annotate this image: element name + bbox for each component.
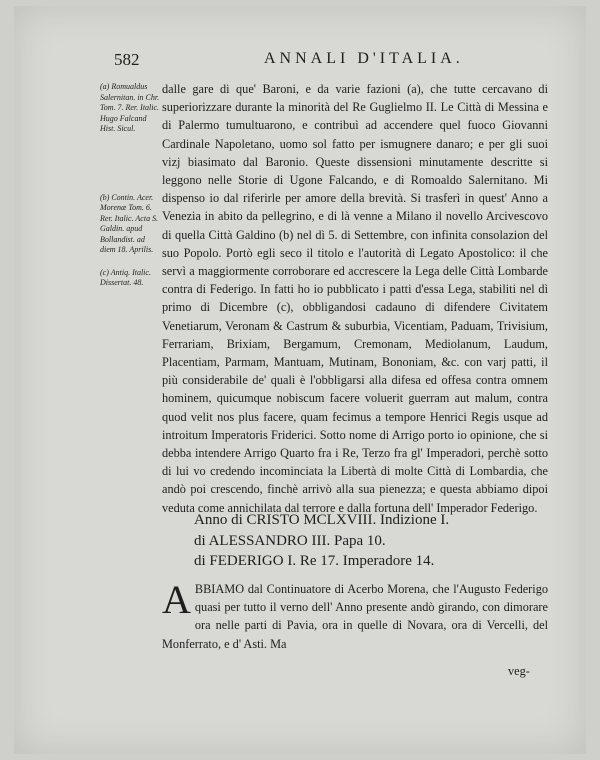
running-title: ANNALI D'ITALIA. [264, 50, 464, 67]
year-heading-line-2: di ALESSANDRO III. Papa 10. [194, 532, 386, 549]
main-paragraph: dalle gare di que' Baroni, e da varie fazioni (a), che tutte cercavano di superiorizzare durante la minorità del Re Guglielmo II. Le Città di Messina e di Palermo tumultuarono, e contribuì ad accendere quel fuoco Giovanni Cardinale Napoletano, uomo sol fatto per ismugnere danaro; e per gli suoi vizj biasimato dal Baronio. Queste dissensioni minutamente descritte si leggono nelle Storie di Ugone Falcando, e di Romoaldo Salernitano. Mi dispenso io dal riferirle per amore della brevità. Si trasferì in quest' Anno a Venezia in abito da pellegrino, e di là venne a Milano il novello Arcivescovo di quella Città Galdino (b) nel dì 5. di Settembre, con infinita consolazion del suo Popolo. Portò egli seco il titolo e l'autorità di Legato Apostolico: il che servì a maggiormente corroborare ed accrescere la Lega delle Città Lombarde contra di Federigo. In fatti ho io pubblicato i patti d'essa Lega, stabiliti nel dì primo di Dicembre (c), obbligandosi cadauno di difendere Civitatem Venetiarum, Veronam & Castrum & suburbia, Vicentiam, Paduam, Trivisium, Ferrariam, Brixiam, Bergamum, Cremonam, Mediolanum, Laudum, Placentiam, Parmam, Mantuam, Mutinam, Bononiam, &c. con varj patti, il più considerabile de' quali è l'obbligarsi alla difesa ed offesa contra omnem hominem, quicumque nobiscum facere voluerit guerram aut malum, contra quod velit nos plus facere, quam fecimus a tempore Henrici Regis usque ad introitum Imperatoris Friderici. Sotto nome di Arrigo porto io opinione, che si debba intendere Arrigo Quarto fra i Re, Terzo fra gl' Imperadori, perchè sotto di lui vo credendo incominciata la Libertà di molte Città di Lombardia, che andò poi crescendo, finchè arrivò alla sua pienezza; e questa abbiamo dipoi veduta come annichilata dal terrore e dalla fortuna dell' Imperador Federigo. [162, 82, 548, 515]
page-number: 582 [114, 50, 140, 69]
year-heading-line-1: Anno di CRISTO MCLXVIII. Indizione I. [194, 512, 450, 528]
drop-cap: A [162, 577, 191, 622]
section-text: BBIAMO dal Continuatore di Acerbo Morena, che l'Augusto Federigo quasi per tutto il verno dell' Anno presente andò girando, con dimorare ora nelle parti di Pavia, ora in quelle di Novara, ora di Vercelli, del Monferrato, e d' Asti. Ma [162, 582, 548, 651]
margin-note-a: (a) Romualdus Salernitan. in Chr. Tom. 7. Rer. Italic. Hugo Falcand Hist. Sicul. [100, 82, 160, 133]
section-paragraph [162, 577, 548, 653]
catchword: veg- [508, 664, 530, 678]
year-heading [194, 510, 554, 572]
main-text-block [162, 80, 548, 517]
margin-note-b: (b) Contin. Acer. Morenæ Tom. 6. Rer. Italic. Acta S. Galdin. apud Bollandist. ad diem 18. Aprilis. [100, 192, 159, 254]
margin-notes [100, 82, 162, 301]
running-head [114, 50, 544, 76]
year-heading-line-3: di FEDERIGO I. Re 17. Imperadore 14. [194, 553, 435, 569]
margin-note-c: (c) Antiq. Italic. Dissertat. 48. [100, 267, 151, 287]
